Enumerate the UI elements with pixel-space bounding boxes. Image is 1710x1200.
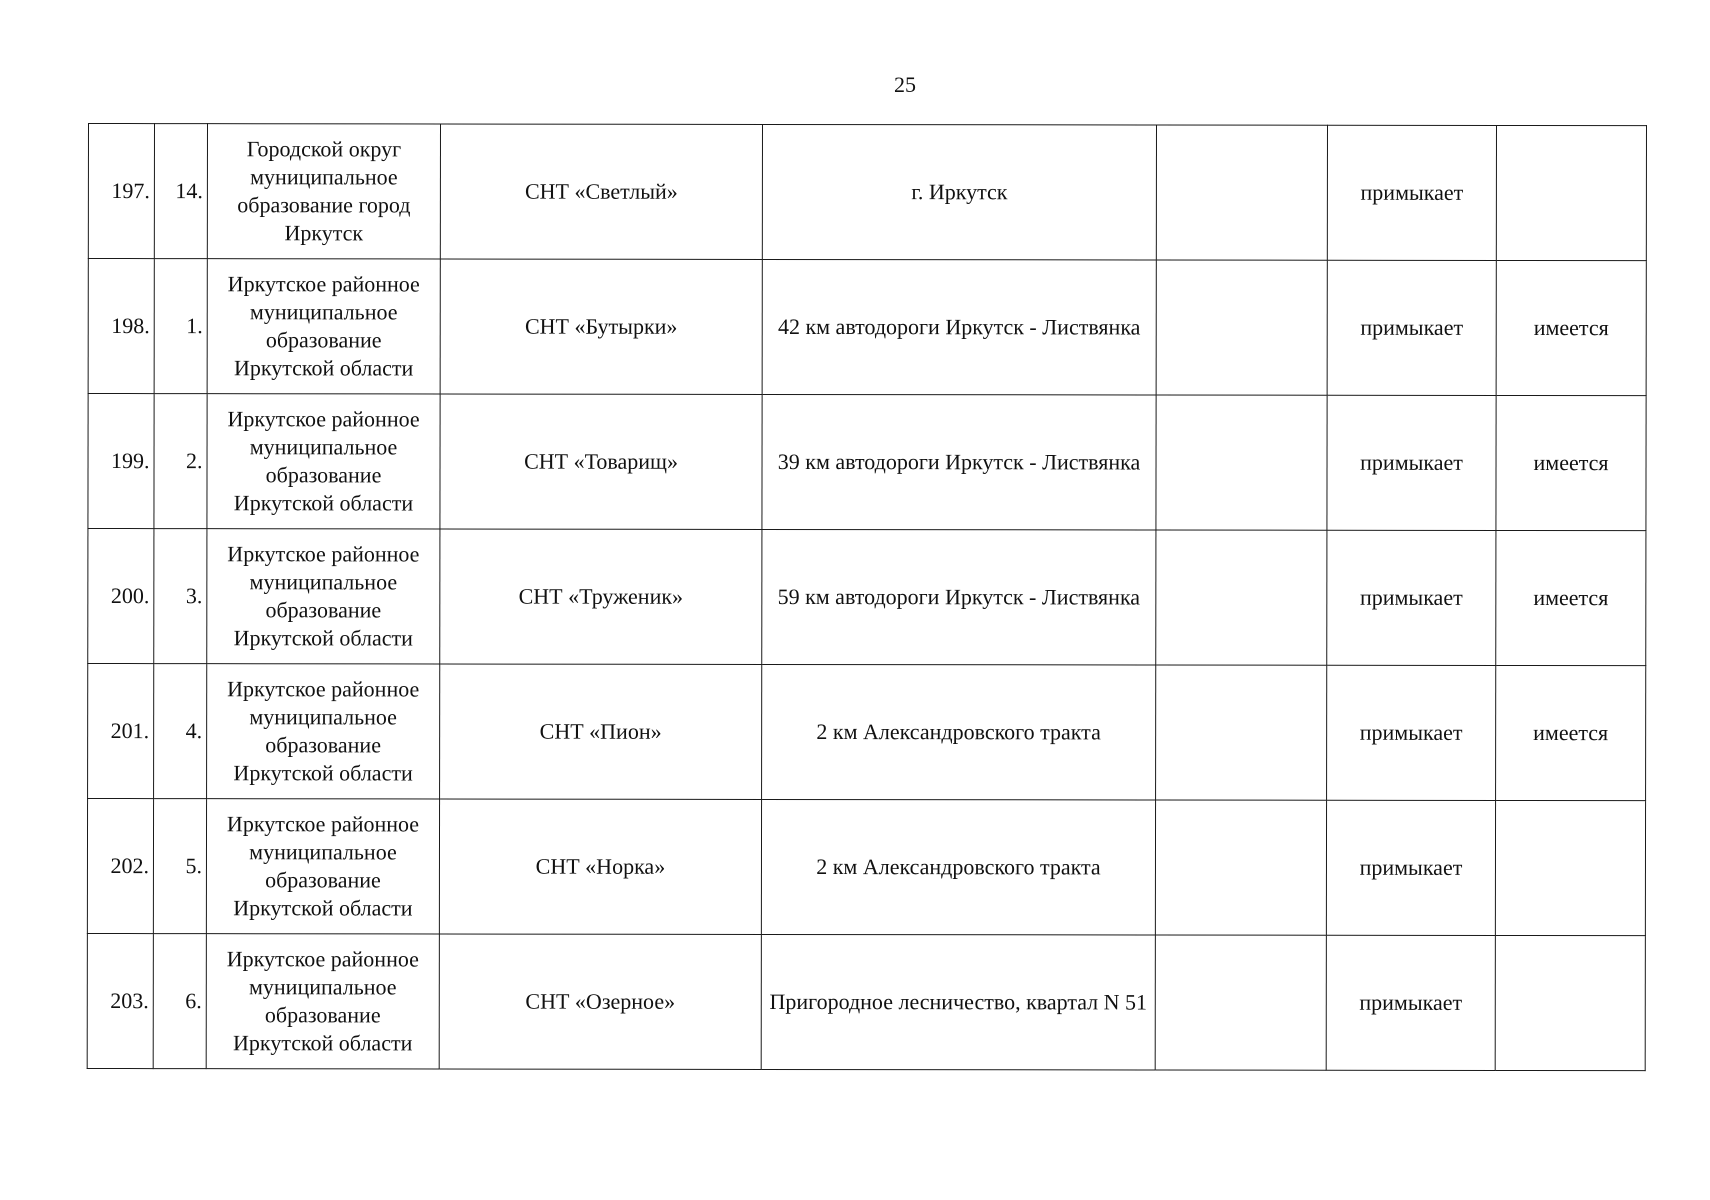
location-cell: 2 км Александровского тракта (761, 799, 1155, 935)
municipality-cell: Иркутское районное муниципальное образование Иркутской области (207, 529, 440, 664)
row-total-number: 203. (87, 933, 153, 1068)
snt-table (87, 123, 1647, 1071)
table-row (87, 933, 1645, 1070)
row-total-number: 202. (87, 799, 153, 934)
row-local-number: 4. (154, 664, 207, 799)
row-total-number: 201. (88, 664, 154, 799)
availability-cell (1496, 125, 1646, 260)
snt-name-cell: СНТ «Пион» (440, 664, 762, 799)
empty-cell (1156, 125, 1327, 260)
adjacency-cell: примыкает (1327, 665, 1496, 800)
empty-cell (1155, 800, 1326, 935)
table-row (88, 664, 1646, 801)
snt-name-cell: СНТ «Озерное» (439, 934, 761, 1069)
municipality-cell: Иркутское районное муниципальное образование Иркутской области (207, 259, 440, 394)
snt-name-cell: СНТ «Товарищ» (440, 394, 762, 529)
municipality-cell: Иркутское районное муниципальное образование Иркутской области (206, 799, 439, 934)
adjacency-cell: примыкает (1326, 800, 1495, 935)
location-cell: 59 км автодороги Иркутск - Листвянка (762, 529, 1156, 665)
location-cell: 39 км автодороги Иркутск - Листвянка (762, 394, 1156, 530)
empty-cell (1156, 530, 1327, 665)
row-local-number: 3. (154, 529, 207, 664)
empty-cell (1156, 395, 1327, 530)
availability-cell: имеется (1496, 395, 1646, 530)
snt-name-cell: СНТ «Бутырки» (440, 259, 762, 394)
availability-cell (1495, 935, 1645, 1070)
table-row (88, 394, 1646, 531)
availability-cell: имеется (1496, 260, 1646, 395)
row-local-number: 5. (153, 799, 206, 934)
empty-cell (1156, 665, 1327, 800)
availability-cell: имеется (1496, 665, 1646, 800)
table-row (88, 124, 1646, 261)
row-local-number: 6. (153, 934, 206, 1069)
municipality-cell: Городской округ муниципальное образование город Иркутск (207, 124, 440, 259)
availability-cell (1495, 800, 1645, 935)
page-number: 25 (894, 72, 916, 97)
adjacency-cell: примыкает (1327, 260, 1496, 395)
table-row (88, 529, 1646, 666)
location-cell: Пригородное лесничество, квартал N 51 (761, 934, 1155, 1070)
row-local-number: 2. (154, 394, 207, 529)
adjacency-cell: примыкает (1327, 125, 1496, 260)
table-row (88, 259, 1646, 396)
adjacency-cell: примыкает (1327, 530, 1496, 665)
snt-name-cell: СНТ «Норка» (439, 799, 761, 934)
snt-name-cell: СНТ «Светлый» (440, 124, 762, 259)
table-row (87, 799, 1645, 936)
row-total-number: 198. (88, 259, 154, 394)
availability-cell: имеется (1496, 530, 1646, 665)
municipality-cell: Иркутское районное муниципальное образование Иркутской области (207, 394, 440, 529)
row-total-number: 199. (88, 394, 154, 529)
location-cell: г. Иркутск (762, 124, 1156, 260)
location-cell: 42 км автодороги Иркутск - Листвянка (762, 259, 1156, 395)
row-total-number: 197. (88, 124, 154, 259)
empty-cell (1156, 260, 1327, 395)
municipality-cell: Иркутское районное муниципальное образование Иркутской области (206, 934, 439, 1069)
row-local-number: 1. (154, 259, 207, 394)
empty-cell (1155, 935, 1326, 1070)
snt-name-cell: СНТ «Труженик» (440, 529, 762, 664)
municipality-cell: Иркутское районное муниципальное образование Иркутской области (207, 664, 440, 799)
adjacency-cell: примыкает (1327, 395, 1496, 530)
row-total-number: 200. (88, 529, 154, 664)
location-cell: 2 км Александровского тракта (762, 664, 1156, 800)
adjacency-cell: примыкает (1326, 935, 1495, 1070)
row-local-number: 14. (154, 124, 207, 259)
